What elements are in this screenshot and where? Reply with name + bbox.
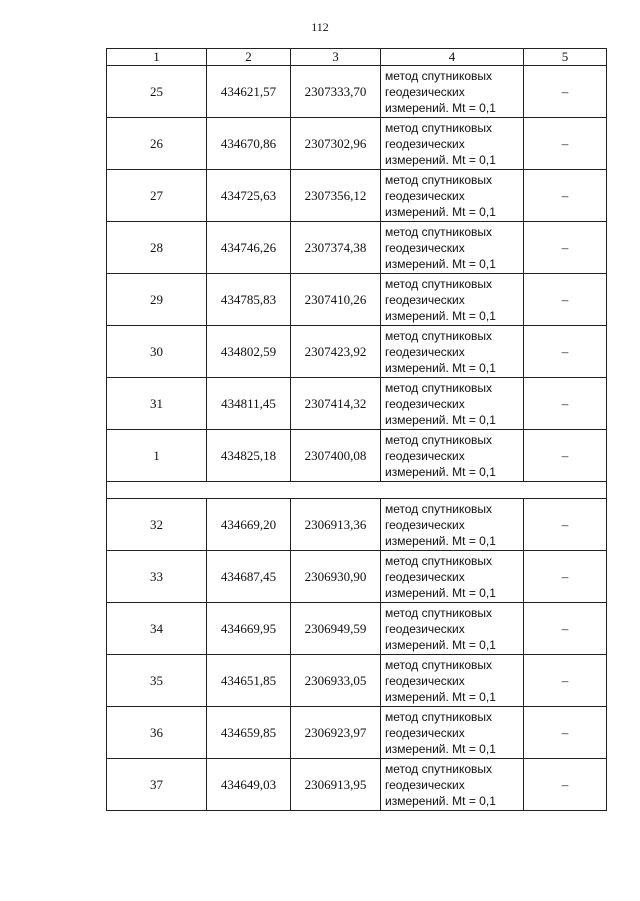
separator-cell (107, 482, 607, 499)
column-5-value: – (524, 603, 607, 655)
method-line-2: геодезических (385, 344, 465, 359)
method-line-3: измерений. Mt = 0,1 (385, 256, 496, 271)
coordinate-x: 434785,83 (207, 274, 291, 326)
method-line-1: метод спутниковых (385, 709, 493, 724)
method-line-3: измерений. Mt = 0,1 (385, 100, 496, 115)
point-number: 26 (107, 118, 207, 170)
method-line-3: измерений. Mt = 0,1 (385, 152, 496, 167)
header-col-2: 2 (207, 49, 291, 66)
column-5-value: – (524, 118, 607, 170)
point-number: 27 (107, 170, 207, 222)
coordinate-y: 2306949,59 (291, 603, 381, 655)
coordinate-y: 2306913,95 (291, 759, 381, 811)
method-line-2: геодезических (385, 240, 465, 255)
method-line-2: геодезических (385, 673, 465, 688)
coordinate-y: 2307410,26 (291, 274, 381, 326)
method-description (381, 551, 524, 603)
header-col-4: 4 (381, 49, 524, 66)
point-number: 35 (107, 655, 207, 707)
coordinate-x: 434725,63 (207, 170, 291, 222)
method-line-2: геодезических (385, 448, 465, 463)
point-number: 30 (107, 326, 207, 378)
method-description (381, 378, 524, 430)
method-line-2: геодезических (385, 569, 465, 584)
column-5-value: – (524, 430, 607, 482)
method-line-3: измерений. Mt = 0,1 (385, 585, 496, 600)
column-5-value: – (524, 707, 607, 759)
table-row (107, 222, 607, 274)
coordinate-y: 2307423,92 (291, 326, 381, 378)
coordinate-y: 2306923,97 (291, 707, 381, 759)
table-row (107, 326, 607, 378)
method-line-1: метод спутниковых (385, 328, 493, 343)
column-5-value: – (524, 499, 607, 551)
method-description (381, 170, 524, 222)
method-description (381, 759, 524, 811)
method-line-3: измерений. Mt = 0,1 (385, 308, 496, 323)
point-number: 31 (107, 378, 207, 430)
method-description (381, 222, 524, 274)
method-line-3: измерений. Mt = 0,1 (385, 360, 496, 375)
method-line-2: геодезических (385, 188, 465, 203)
coordinate-y: 2307356,12 (291, 170, 381, 222)
method-description (381, 707, 524, 759)
column-5-value: – (524, 378, 607, 430)
method-description (381, 430, 524, 482)
header-col-5: 5 (524, 49, 607, 66)
coordinate-y: 2306913,36 (291, 499, 381, 551)
method-line-2: геодезических (385, 84, 465, 99)
table-row (107, 274, 607, 326)
table-row (107, 551, 607, 603)
page-number: 112 (311, 20, 329, 34)
method-line-1: метод спутниковых (385, 432, 493, 447)
point-number: 29 (107, 274, 207, 326)
method-line-1: метод спутниковых (385, 276, 493, 291)
coordinate-x: 434659,85 (207, 707, 291, 759)
method-line-2: геодезических (385, 292, 465, 307)
column-5-value: – (524, 326, 607, 378)
coordinate-x: 434825,18 (207, 430, 291, 482)
method-line-3: измерений. Mt = 0,1 (385, 412, 496, 427)
column-5-value: – (524, 655, 607, 707)
coordinate-x: 434746,26 (207, 222, 291, 274)
column-5-value: – (524, 274, 607, 326)
method-line-2: геодезических (385, 777, 465, 792)
header-col-1: 1 (107, 49, 207, 66)
method-description (381, 326, 524, 378)
table-row (107, 378, 607, 430)
coordinate-x: 434669,95 (207, 603, 291, 655)
column-5-value: – (524, 170, 607, 222)
coordinate-y: 2307400,08 (291, 430, 381, 482)
point-number: 32 (107, 499, 207, 551)
point-number: 28 (107, 222, 207, 274)
point-number: 1 (107, 430, 207, 482)
column-5-value: – (524, 551, 607, 603)
method-description (381, 603, 524, 655)
method-line-1: метод спутниковых (385, 172, 493, 187)
coordinate-y: 2307333,70 (291, 66, 381, 118)
method-description (381, 274, 524, 326)
coordinate-x: 434670,86 (207, 118, 291, 170)
coordinate-x: 434802,59 (207, 326, 291, 378)
column-5-value: – (524, 66, 607, 118)
coordinate-y: 2306933,05 (291, 655, 381, 707)
method-description (381, 499, 524, 551)
coordinate-x: 434687,45 (207, 551, 291, 603)
method-line-1: метод спутниковых (385, 380, 493, 395)
method-description (381, 655, 524, 707)
coordinate-y: 2307374,38 (291, 222, 381, 274)
method-line-3: измерений. Mt = 0,1 (385, 741, 496, 756)
column-5-value: – (524, 222, 607, 274)
point-number: 36 (107, 707, 207, 759)
table-row (107, 707, 607, 759)
header-row (107, 49, 607, 66)
method-line-1: метод спутниковых (385, 657, 493, 672)
table-row (107, 170, 607, 222)
point-number: 33 (107, 551, 207, 603)
separator-row (107, 482, 607, 499)
point-number: 37 (107, 759, 207, 811)
table-row (107, 66, 607, 118)
method-line-1: метод спутниковых (385, 605, 493, 620)
method-line-3: измерений. Mt = 0,1 (385, 464, 496, 479)
table-row (107, 499, 607, 551)
method-line-1: метод спутниковых (385, 68, 493, 83)
header-col-3: 3 (291, 49, 381, 66)
method-line-2: геодезических (385, 136, 465, 151)
table-body (107, 66, 607, 811)
method-line-2: геодезических (385, 621, 465, 636)
table-row (107, 430, 607, 482)
point-number: 25 (107, 66, 207, 118)
table-row (107, 118, 607, 170)
method-line-3: измерений. Mt = 0,1 (385, 533, 496, 548)
coordinate-x: 434621,57 (207, 66, 291, 118)
method-line-1: метод спутниковых (385, 120, 493, 135)
method-line-3: измерений. Mt = 0,1 (385, 793, 496, 808)
method-line-1: метод спутниковых (385, 501, 493, 516)
method-line-2: геодезических (385, 396, 465, 411)
method-line-2: геодезических (385, 725, 465, 740)
coordinate-y: 2306930,90 (291, 551, 381, 603)
method-line-2: геодезических (385, 517, 465, 532)
method-line-3: измерений. Mt = 0,1 (385, 689, 496, 704)
column-5-value: – (524, 759, 607, 811)
method-line-1: метод спутниковых (385, 761, 493, 776)
table-row (107, 603, 607, 655)
method-line-3: измерений. Mt = 0,1 (385, 637, 496, 652)
point-number: 34 (107, 603, 207, 655)
method-line-1: метод спутниковых (385, 224, 493, 239)
method-line-1: метод спутниковых (385, 553, 493, 568)
coordinate-y: 2307302,96 (291, 118, 381, 170)
coordinate-y: 2307414,32 (291, 378, 381, 430)
method-description (381, 118, 524, 170)
coordinate-x: 434651,85 (207, 655, 291, 707)
coordinates-table (106, 48, 607, 811)
coordinate-x: 434669,20 (207, 499, 291, 551)
table-row (107, 655, 607, 707)
coordinate-x: 434811,45 (207, 378, 291, 430)
table-row (107, 759, 607, 811)
method-line-3: измерений. Mt = 0,1 (385, 204, 496, 219)
coordinate-x: 434649,03 (207, 759, 291, 811)
method-description (381, 66, 524, 118)
